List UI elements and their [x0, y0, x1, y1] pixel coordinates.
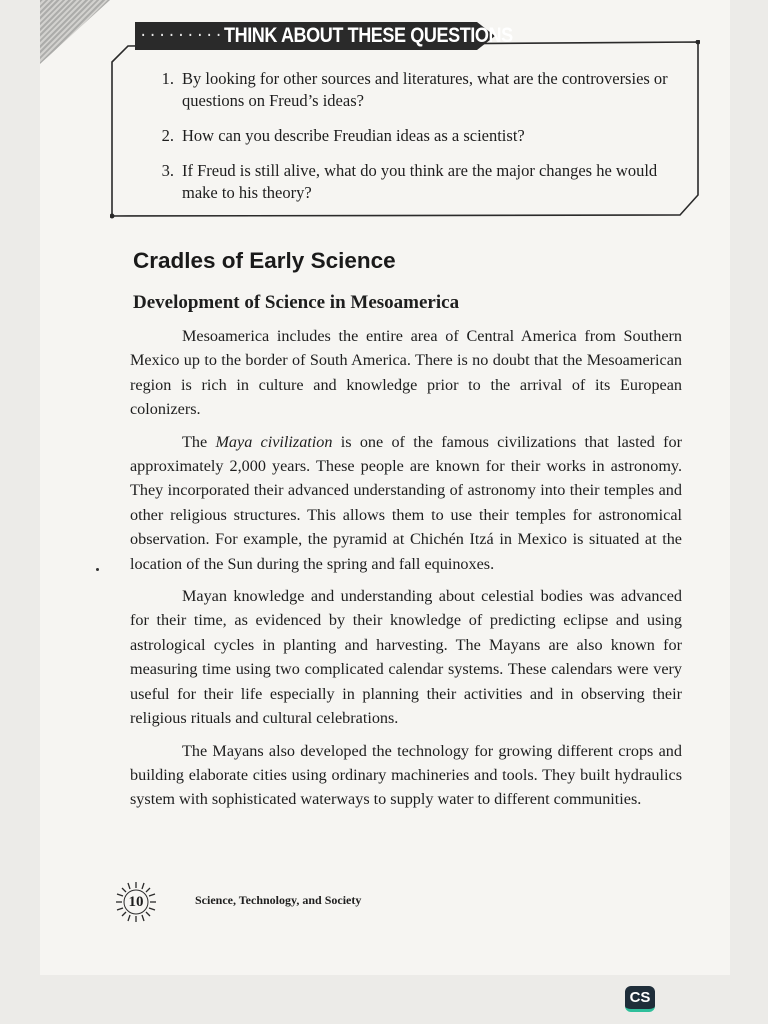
section-subheading: Development of Science in Mesoamerica [133, 292, 460, 313]
question-item [161, 68, 692, 112]
section-heading: Cradles of Early Science [133, 248, 396, 273]
page-number: 10 [128, 893, 144, 910]
ink-speck [96, 568, 99, 571]
footer-book-title: Science, Technology, and Society [195, 893, 362, 907]
questions-title: THINK ABOUT THESE QUESTIONS [223, 24, 513, 47]
question-text: If Freud is still alive, what do you think are the major changes he would make to his theory? [182, 161, 658, 202]
body-text [130, 324, 682, 820]
paragraph-2: The Maya civilization is one of the famous civilizations that lasted for approximately 2,000 years. These people are known for their works in astronomy. They incorporated their advanced understanding of astronomy into their temples and other religious structures. This allows them to use their temples for astronomical observation. For example, the pyramid at Chichén Itzá in Mexico is situated at the location of the Sun during the spring and fall equinoxes. [130, 432, 682, 573]
question-number: 3. [161, 161, 174, 180]
paragraph-4: The Mayans also developed the technology for growing different crops and building elaborate cities using ordinary machineries and tools. They built hydraulics system with sophisticated waterways to supply water to different communities. [130, 741, 682, 809]
question-number: 2. [161, 126, 174, 145]
question-text: By looking for other sources and literatures, what are the controversies or questions on Freud’s ideas? [182, 69, 668, 110]
page-number-badge [114, 880, 158, 924]
question-text: How can you describe Freudian ideas as a scientist? [182, 126, 525, 145]
questions-banner [135, 22, 513, 50]
question-number: 1. [161, 69, 174, 88]
questions-list [161, 68, 692, 217]
paragraph-3: Mayan knowledge and understanding about celestial bodies was advanced for their time, as evidenced by their knowledge of predicting eclipse and using astrological cycles in planting and harvesting. The Mayans are also known for measuring time using two complicated calendar systems. These calendars were very useful for their life especially in planning their activities and in observing their religious rituals and cultural celebrations. [130, 587, 682, 728]
camscanner-logo: CS [625, 986, 655, 1012]
questions-box [110, 24, 698, 217]
emphasis-maya: Maya civilization [215, 432, 333, 451]
question-item [161, 160, 692, 204]
question-item [161, 125, 692, 147]
paragraph-1: Mesoamerica includes the entire area of Central America from Southern Mexico up to the border of South America. There is no doubt that the Mesoamerican region is rich in culture and knowledge prior to the arrival of its European colonizers. [130, 327, 682, 419]
banner-dots: ········· [139, 28, 224, 44]
